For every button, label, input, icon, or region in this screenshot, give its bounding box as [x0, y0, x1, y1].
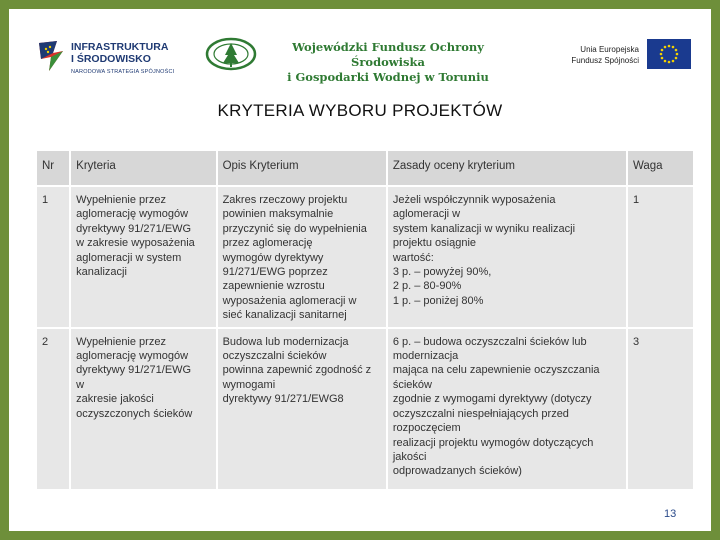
cell-waga: 1: [628, 187, 693, 327]
infrastruktura-logo-text: [71, 41, 168, 65]
cell-line: aglomeracji w system: [76, 251, 182, 264]
header-zasady: Zasady oceny kryterium: [388, 151, 626, 185]
cell-line: dyrektywy 91/271/EWG: [76, 364, 192, 377]
cell-line: oczyszczalni ścieków: [222, 350, 327, 363]
infra-logo-line1: INFRASTRUKTURA: [71, 41, 169, 53]
header-waga: Waga: [628, 151, 693, 185]
cell-line: jakości: [392, 450, 427, 463]
cell-line: 1 p. – poniżej 80%: [392, 294, 484, 307]
header-nr: Nr: [37, 151, 69, 185]
cell-line: kanalizacji: [76, 266, 127, 279]
cell-line: 6 p. – budowa oczyszczalni ścieków lub: [392, 335, 587, 348]
cell-opis: [218, 187, 386, 327]
slide: [9, 9, 711, 531]
cell-line: w zakresie wyposażenia: [76, 237, 195, 250]
cell-zasady: [388, 187, 626, 327]
cell-waga: 3: [628, 329, 693, 489]
eu-label-line2: Fundusz Spójności: [571, 56, 639, 65]
page-number: 13: [664, 508, 677, 520]
wfos-logo-line2: i Gospodarki Wodnej w Toruniu: [287, 70, 489, 84]
wfos-emblem-icon: [205, 37, 257, 71]
wfos-logo: [205, 37, 525, 84]
eu-flag-icon: [647, 39, 691, 69]
cell-line: Wypełnienie przez: [76, 194, 166, 206]
cell-line: przez aglomerację: [222, 237, 313, 250]
cell-line: mająca na celu zapewnienie oczyszczania: [392, 364, 600, 377]
infra-logo-line2: I ŚRODOWISKO: [71, 53, 151, 65]
cell-line: zgodnie z wymogami dyrektywy (dotyczy: [392, 393, 592, 406]
cell-line: Jeżeli współczynnik wyposażenia: [392, 194, 556, 206]
cell-line: przyczynić się do wypełnienia: [222, 222, 367, 235]
page-title: KRYTERIA WYBORU PROJEKTÓW: [217, 101, 503, 120]
cell-line: sieć kanalizacji sanitarnej: [222, 309, 347, 322]
wfos-logo-text: [263, 40, 513, 85]
table-header-row: [37, 151, 693, 185]
infra-logo-subtitle: NARODOWA STRATEGIA SPÓJNOŚCI: [71, 69, 175, 75]
wfos-logo-line1: Wojewódzki Fundusz Ochrony Środowiska: [292, 40, 484, 69]
cell-kryteria: [71, 187, 215, 327]
header-kryteria: Kryteria: [71, 151, 215, 185]
cell-line: dyrektywy 91/271/EWG8: [222, 393, 344, 406]
cell-line: w: [76, 378, 85, 391]
cell-line: 2 p. – 80-90%: [392, 280, 462, 293]
cell-line: ścieków: [392, 378, 432, 391]
cell-nr: 1: [37, 187, 69, 327]
cell-line: modernizacja: [392, 350, 459, 363]
cell-line: realizacji projektu wymogów dotyczących: [392, 436, 594, 449]
cell-line: dyrektywy 91/271/EWG: [76, 222, 192, 235]
infrastruktura-emblem-icon: [37, 39, 67, 73]
criteria-table: [35, 149, 695, 491]
cell-line: aglomerację wymogów: [76, 350, 189, 363]
cell-zasady: [388, 329, 626, 489]
cell-line: powinna zapewnić zgodność z: [222, 364, 372, 377]
cell-line: odprowadzanych ścieków): [392, 465, 522, 478]
infrastruktura-logo: [37, 31, 187, 87]
cell-opis: [218, 329, 386, 489]
cell-line: oczyszczalni niespełniających przed: [392, 407, 569, 420]
table-row: [37, 329, 693, 489]
cell-line: 3 p. – powyżej 90%,: [392, 266, 492, 279]
cell-line: Budowa lub modernizacja: [222, 335, 349, 348]
cell-line: aglomerację wymogów: [76, 208, 189, 221]
eu-label: [549, 44, 639, 66]
cell-line: wartość:: [392, 251, 434, 264]
cell-nr: 2: [37, 329, 69, 489]
cell-line: 91/271/EWG poprzez: [222, 266, 328, 279]
cell-line: Wypełnienie przez: [76, 335, 166, 348]
cell-line: rozpoczęciem: [392, 422, 461, 435]
cell-line: zakresie jakości: [76, 393, 154, 406]
cell-line: wymogów dyrektywy: [222, 251, 324, 264]
cell-line: powinien maksymalnie: [222, 208, 334, 221]
cell-line: Zakres rzeczowy projektu: [222, 194, 348, 206]
cell-line: aglomeracji w: [392, 208, 461, 221]
cell-line: zapewnienie wzrostu: [222, 280, 325, 293]
cell-kryteria: [71, 329, 215, 489]
cell-line: system kanalizacji w wyniku realizacji: [392, 222, 576, 235]
cell-line: oczyszczonych ścieków: [76, 407, 193, 420]
cell-line: wyposażenia aglomeracji w: [222, 294, 357, 307]
header-opis: Opis Kryterium: [218, 151, 386, 185]
cell-line: wymogami: [222, 378, 276, 391]
eu-label-line1: Unia Europejska: [580, 45, 639, 54]
table-row: [37, 187, 693, 327]
cell-line: projektu osiągnie: [392, 237, 477, 250]
